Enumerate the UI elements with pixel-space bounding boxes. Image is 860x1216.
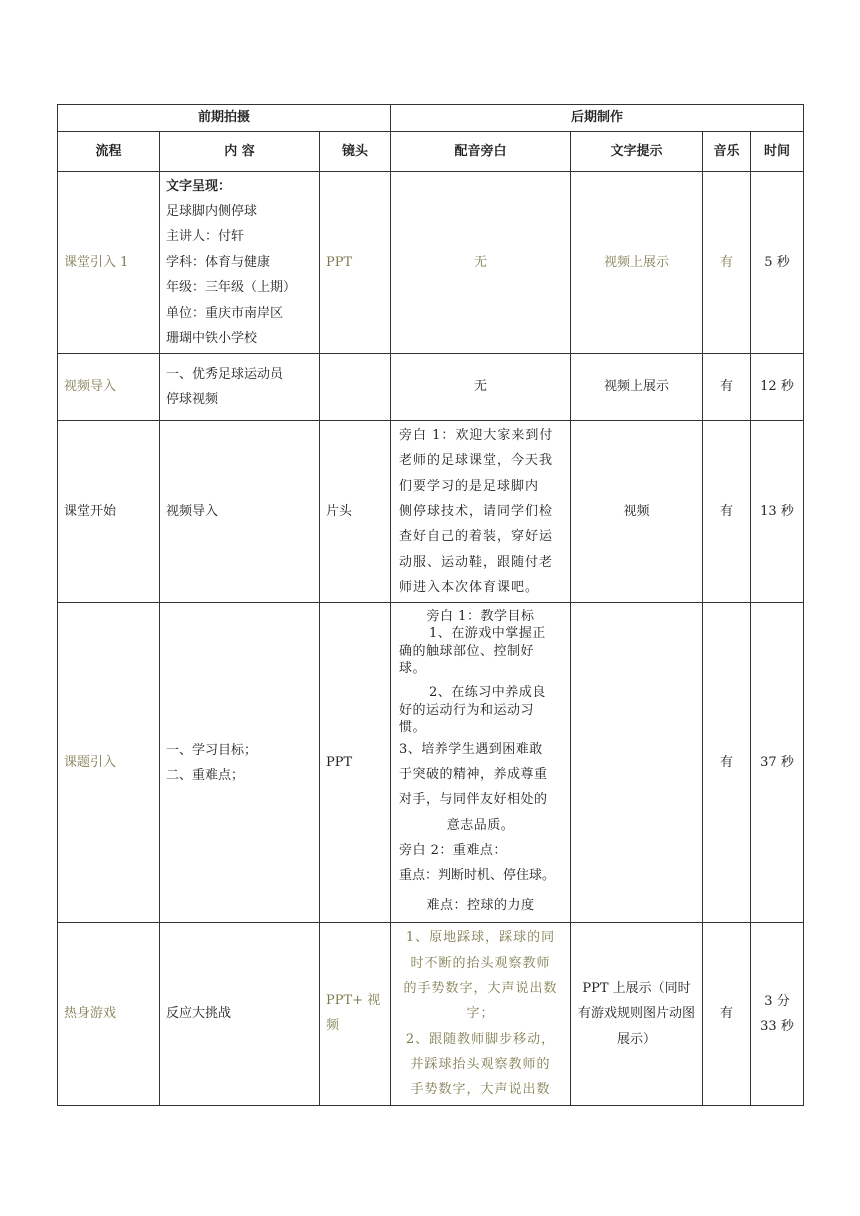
narration-line: 旁白 2：重难点： [399,842,507,858]
production-plan-table [57,104,804,1106]
shot-cell: PPT [320,603,391,923]
narration-line: 并踩球抬头观察教师的 [410,1057,551,1073]
narration-line: 师进入本次体育课吧。 [399,580,540,596]
time-cell [751,923,804,1105]
music-cell: 有 [703,923,751,1105]
col-process: 流程 [58,132,160,172]
narration-line: 1、原地踩球，踩球的同 [405,930,556,946]
narration-line: 惯。 [399,720,427,736]
table-row [58,603,804,923]
process-cell: 课题引入 [58,603,160,923]
shot-cell: PPT+ 视频 [320,923,391,1105]
content-line: 二、重难点； [166,767,245,783]
content-line: 一、优秀足球运动员 [166,366,284,382]
narration-line: 侧停球技术，请同学们检 [399,504,554,520]
narration-line: 3、培养学生遇到困难敢 [399,741,543,757]
post-production-header: 后期制作 [391,105,804,132]
text-hint-cell: 视频上展示 [571,172,703,354]
narration-line: 查好自己的着装，穿好运 [399,529,554,545]
narration-line: 旁白 1：欢迎大家来到付 [399,428,554,443]
narration-line: 字； [466,1006,495,1022]
time-cell: 13 秒 [751,421,804,603]
text-hint-cell: PPT 上展示（同时有游戏规则图片动图展示） [571,923,703,1105]
table-row [58,923,804,1105]
narration-cell: 无 [391,354,571,421]
col-text-hint: 文字提示 [571,132,703,172]
narration-cell [391,421,571,603]
content-line: 主讲人：付轩 [166,229,245,245]
table-row [58,172,804,354]
narration-line: 手势数字，大声说出数 [410,1082,551,1098]
col-narration: 配音旁白 [391,132,571,172]
time-line: 33 秒 [760,1019,794,1035]
pre-production-header: 前期拍摄 [58,105,391,132]
narration-line: 旁白 1：教学目标 [426,608,535,624]
process-cell: 视频导入 [58,354,160,421]
content-cell: 视频导入 [160,421,320,603]
process-cell: 课堂开始 [58,421,160,603]
content-line: 珊瑚中铁小学校 [166,330,258,346]
narration-line: 动服、运动鞋，跟随付老 [399,554,554,570]
col-time: 时间 [751,132,804,172]
content-cell [160,354,320,421]
narration-line: 球。 [399,661,427,677]
col-shot: 镜头 [320,132,391,172]
shot-cell: PPT [320,172,391,354]
table-row [58,421,804,603]
content-line: 停球视频 [166,392,219,407]
music-cell: 有 [703,421,751,603]
content-heading: 文字呈现： [166,178,232,194]
time-line: 3 分 [764,993,790,1009]
process-cell: 热身游戏 [58,923,160,1105]
content-line: 足球脚内侧停球 [166,204,258,220]
shot-cell: 片头 [320,421,391,603]
narration-line: 2、跟随教师脚步移动， [405,1031,556,1047]
content-cell: 反应大挑战 [160,923,320,1105]
shot-cell [320,354,391,421]
content-cell [160,603,320,923]
table-row [58,354,804,421]
narration-cell [391,603,571,923]
narration-line: 于突破的精神，养成尊重 [399,766,548,782]
music-cell: 有 [703,172,751,354]
text-hint-cell [571,603,703,923]
time-cell: 12 秒 [751,354,804,421]
process-cell: 课堂引入 1 [58,172,160,354]
narration-line: 2、在练习中养成良 [429,684,546,700]
content-cell [160,172,320,354]
narration-cell [391,923,571,1105]
narration-cell: 无 [391,172,571,354]
narration-line: 1、在游戏中掌握正 [429,626,546,642]
narration-line: 确的触球部位、控制好 [399,643,535,659]
narration-line: 重点：判断时机、停住球。 [399,868,556,884]
narration-line: 难点：控球的力度 [426,897,535,913]
time-cell: 37 秒 [751,603,804,923]
narration-line: 对手，与同伴友好相处的 [399,792,548,808]
narration-line: 好的运动行为和运动习 [399,702,535,718]
column-header-row [58,132,804,172]
narration-line: 的手势数字，大声说出数 [403,981,558,997]
narration-line: 时不断的抬头观察教师 [410,955,551,971]
content-line: 学科：体育与健康 [166,254,271,270]
col-content: 内 容 [160,132,320,172]
music-cell: 有 [703,603,751,923]
content-line: 一、学习目标； [166,742,258,758]
text-hint-cell: 视频上展示 [571,354,703,421]
narration-line: 老师的足球课堂，今天我 [399,453,554,469]
narration-line: 们要学习的是足球脚内 [399,478,540,494]
time-cell: 5 秒 [751,172,804,354]
narration-line: 意志品质。 [446,817,515,833]
group-header-row [58,105,804,132]
music-cell: 有 [703,354,751,421]
content-line: 单位：重庆市南岸区 [166,305,284,321]
text-hint-cell: 视频 [571,421,703,603]
content-line: 年级：三年级（上期） [166,280,297,296]
col-music: 音乐 [703,132,751,172]
